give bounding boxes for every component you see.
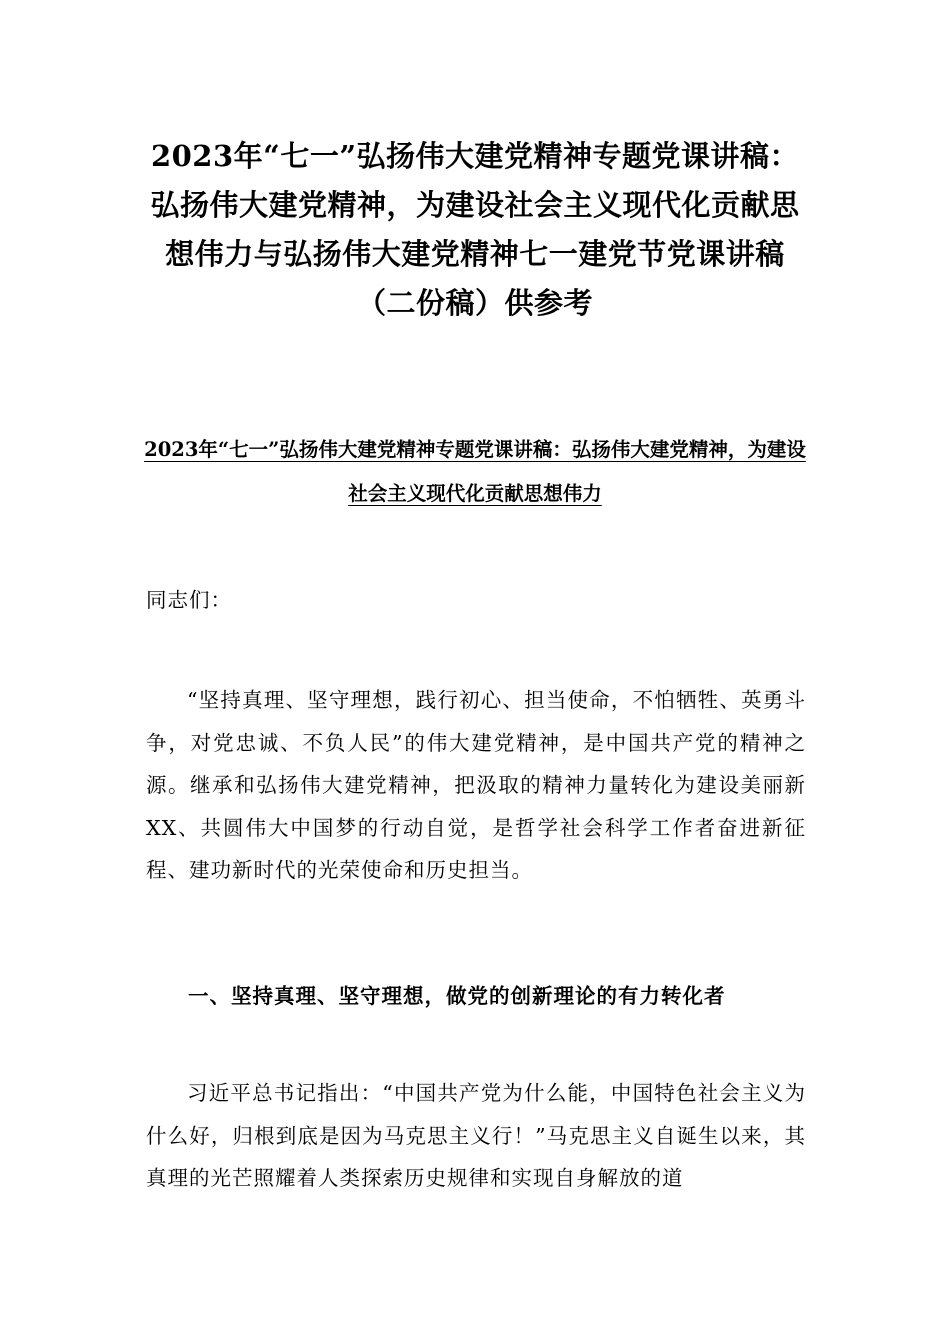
salutation: 同志们： xyxy=(146,588,232,612)
section-title: 2023年“七一”弘扬伟大建党精神专题党课讲稿：弘扬伟大建党精神，为建设社会主义现代化贡献思想伟力 xyxy=(144,438,806,505)
paragraph-section-one: 习近平总书记指出：“中国共产党为什么能，中国特色社会主义为什么好，归根到底是因为马克思主义行！”马克思主义自诞生以来，其真理的光芒照耀着人类探索历史规律和实现自身解放的道 xyxy=(146,1081,806,1190)
heading-section-one: 一、坚持真理、坚守理想，做党的创新理论的有力转化者 xyxy=(188,984,726,1008)
document-title: 2023年“七一”弘扬伟大建党精神专题党课讲稿：弘扬伟大建党精神，为建设社会主义现代化贡献思想伟力与弘扬伟大建党精神七一建党节党课讲稿（二份稿）供参考 xyxy=(150,139,800,320)
paragraph-intro: “坚持真理、坚守理想，践行初心、担当使命，不怕牺牲、英勇斗争，对党忠诚、不负人民”的伟大建党精神，是中国共产党的精神之源。继承和弘扬伟大建党精神，把汲取的精神力量转化为建设美丽新XX、共圆伟大中国梦的行动自觉，是哲学社会科学工作者奋进新征程、建功新时代的光荣使命和历史担当。 xyxy=(146,688,806,882)
